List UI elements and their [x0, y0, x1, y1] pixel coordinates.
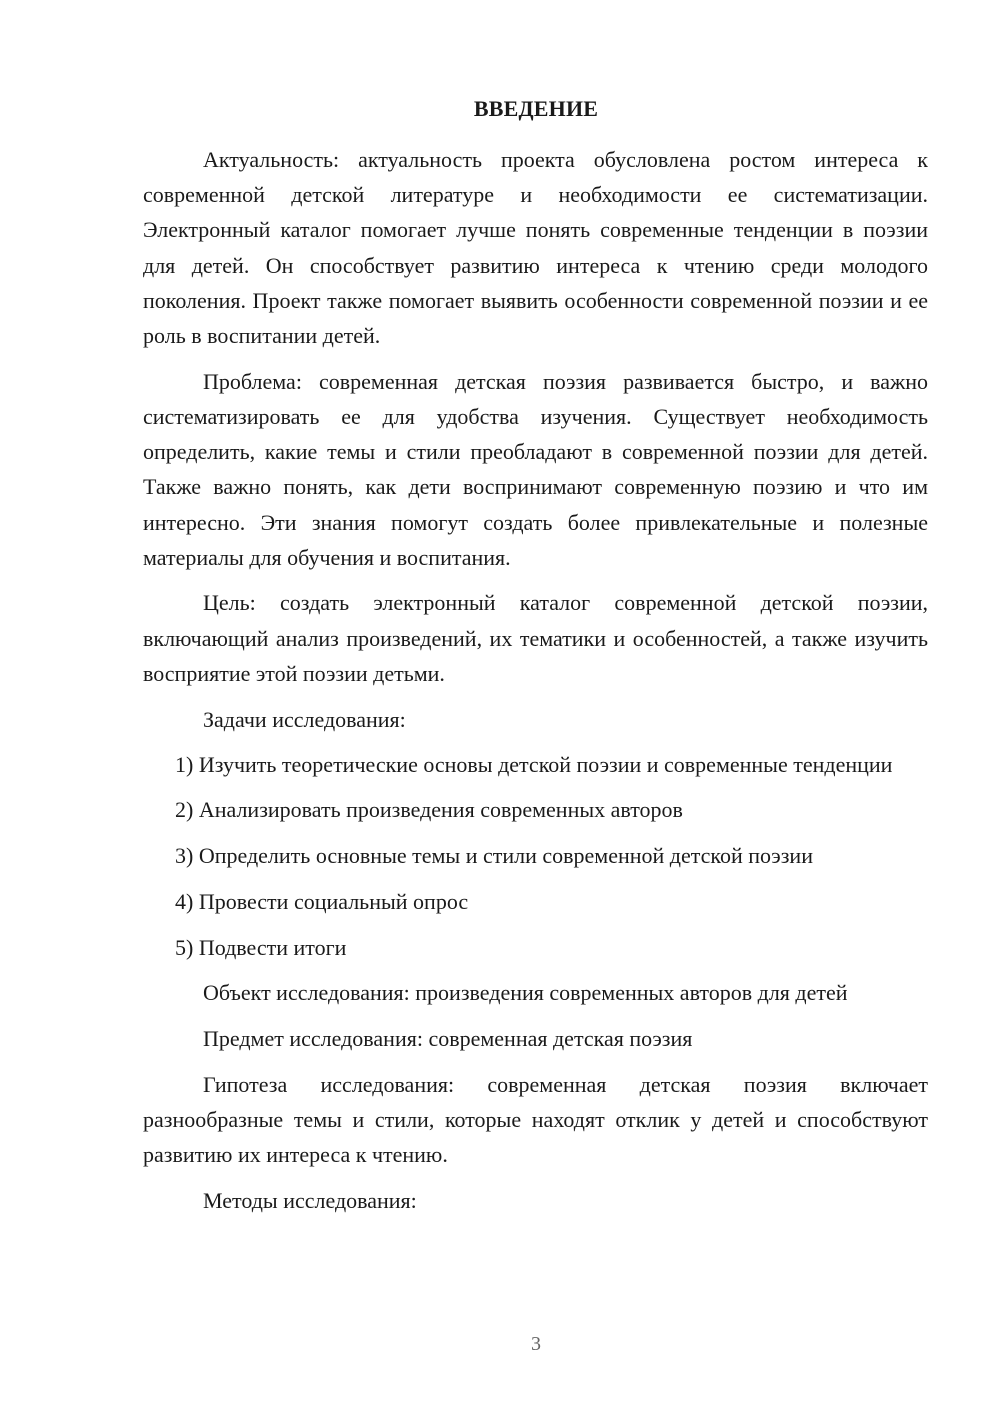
task-item: 2) Анализировать произведения современных авторов: [175, 797, 683, 823]
section-heading: ВВЕДЕНИЕ: [473, 96, 599, 121]
problem-paragraph: Проблема: современная детская поэзия развивается быстро, и важно систематизировать ее для удобства изучения. Существует необходимость определить, какие темы и стили преобладают в современной поэзии для детей. Также важно понять, как дети воспринимают современную поэзию и что им интересно. Эти знания помогут создать более привлекательные и полезные материалы для обучения и воспитания.: [143, 368, 928, 570]
page-number: 3: [531, 1333, 541, 1355]
task-item: 1) Изучить теоретические основы детской поэзии и современные тенденции: [175, 752, 893, 778]
subject-paragraph: Предмет исследования: современная детская поэзия: [203, 1025, 693, 1051]
body-text: [143, 142, 928, 1228]
hypothesis-paragraph: Гипотеза исследования: современная детская поэзия включает разнообразные темы и стили, которые находят отклик у детей и способствуют развитию их интереса к чтению.: [143, 1071, 928, 1168]
task-item: 4) Провести социальный опрос: [175, 888, 469, 914]
methods-heading: Методы исследования:: [203, 1187, 417, 1213]
object-paragraph: Объект исследования: произведения современных авторов для детей: [203, 980, 848, 1006]
task-item: 3) Определить основные темы и стили современной детской поэзии: [175, 843, 813, 869]
tasks-heading: Задачи исследования:: [203, 706, 406, 732]
goal-paragraph: Цель: создать электронный каталог современной детской поэзии, включающий анализ произведений, их тематики и особенностей, а также изучить восприятие этой поэзии детьми.: [143, 590, 928, 686]
relevance-paragraph: Актуальность: актуальность проекта обусловлена ростом интереса к современной детской литературе и необходимости ее систематизации. Электронный каталог помогает лучше понять современные тенденции в поэзии для детей. Он способствует развитию интереса к чтению среди молодого поколения. Проект также помогает выявить особенности современной поэзии и ее роль в воспитании детей.: [143, 147, 928, 349]
task-item: 5) Подвести итоги: [175, 934, 347, 960]
